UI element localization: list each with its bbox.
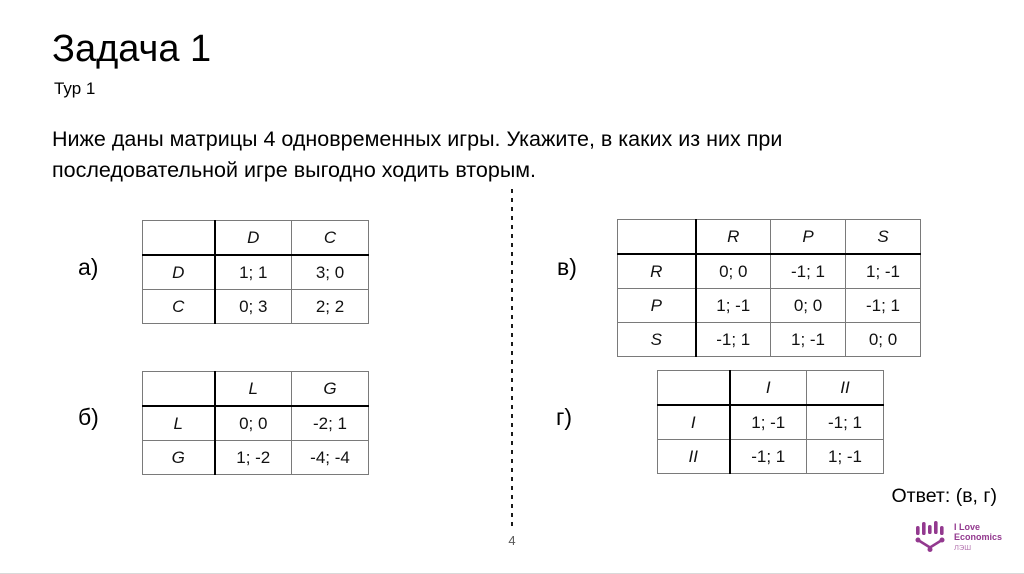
col-header: II (807, 371, 884, 406)
logo-line3: ЛЭШ (953, 542, 972, 552)
payoff-cell: 1; -2 (215, 441, 292, 475)
payoff-cell: -1; 1 (771, 254, 846, 289)
matrix-table-a (142, 220, 369, 324)
payoff-cell: -4; -4 (292, 441, 369, 475)
matrix-label-b: б) (78, 404, 99, 430)
answer-text: Ответ: (в, г) (891, 485, 997, 507)
task-text-line1: Ниже даны матрицы 4 одновременных игры. Укажите, в каких из них при (52, 127, 783, 151)
payoff-cell: 0; 3 (215, 290, 292, 324)
row-header: L (143, 406, 215, 441)
row-header: I (658, 405, 730, 440)
payoff-cell: 1; -1 (771, 323, 846, 357)
payoff-cell: -1; 1 (807, 405, 884, 440)
slide-subtitle: Тур 1 (54, 79, 96, 98)
row-header: D (143, 255, 215, 290)
row-header: II (658, 440, 730, 474)
row-header: C (143, 290, 215, 324)
payoff-cell: 0; 0 (215, 406, 292, 441)
payoff-cell: 3; 0 (292, 255, 369, 290)
col-header: P (771, 220, 846, 255)
corner-cell (658, 371, 730, 406)
payoff-cell: 1; -1 (696, 289, 771, 323)
col-header: R (696, 220, 771, 255)
col-header: S (846, 220, 921, 255)
ile-logo (913, 519, 1002, 555)
matrix-table-v (617, 219, 921, 357)
slide-title: Задача 1 (52, 28, 212, 70)
logo-text (954, 522, 1002, 553)
row-header: P (618, 289, 696, 323)
matrix-label-v: в) (557, 254, 577, 280)
bar-chart-heart-icon (913, 519, 947, 555)
payoff-cell: 1; -1 (807, 440, 884, 474)
payoff-cell: -2; 1 (292, 406, 369, 441)
payoff-cell: -1; 1 (730, 440, 807, 474)
corner-cell (143, 221, 215, 256)
corner-cell (618, 220, 696, 255)
col-header: D (215, 221, 292, 256)
logo-line1: I Love (953, 521, 980, 532)
payoff-cell: -1; 1 (696, 323, 771, 357)
payoff-cell: -1; 1 (846, 289, 921, 323)
corner-cell (143, 372, 215, 407)
payoff-cell: 2; 2 (292, 290, 369, 324)
row-header: R (618, 254, 696, 289)
task-text (52, 124, 782, 186)
payoff-cell: 0; 0 (771, 289, 846, 323)
logo-line2: Economics (953, 531, 1002, 542)
col-header: C (292, 221, 369, 256)
col-header: I (730, 371, 807, 406)
row-header: G (143, 441, 215, 475)
page-number: 4 (508, 533, 516, 548)
task-text-line2: последовательной игре выгодно ходить вторым. (52, 158, 537, 182)
dashed-divider (511, 189, 513, 529)
col-header: L (215, 372, 292, 407)
row-header: S (618, 323, 696, 357)
payoff-cell: 1; -1 (846, 254, 921, 289)
matrix-table-b (142, 371, 369, 475)
matrix-label-g: г) (556, 404, 573, 430)
payoff-cell: 0; 0 (696, 254, 771, 289)
matrix-label-a: а) (78, 254, 99, 280)
payoff-cell: 0; 0 (846, 323, 921, 357)
matrix-table-g (657, 370, 884, 474)
col-header: G (292, 372, 369, 407)
payoff-cell: 1; -1 (730, 405, 807, 440)
payoff-cell: 1; 1 (215, 255, 292, 290)
